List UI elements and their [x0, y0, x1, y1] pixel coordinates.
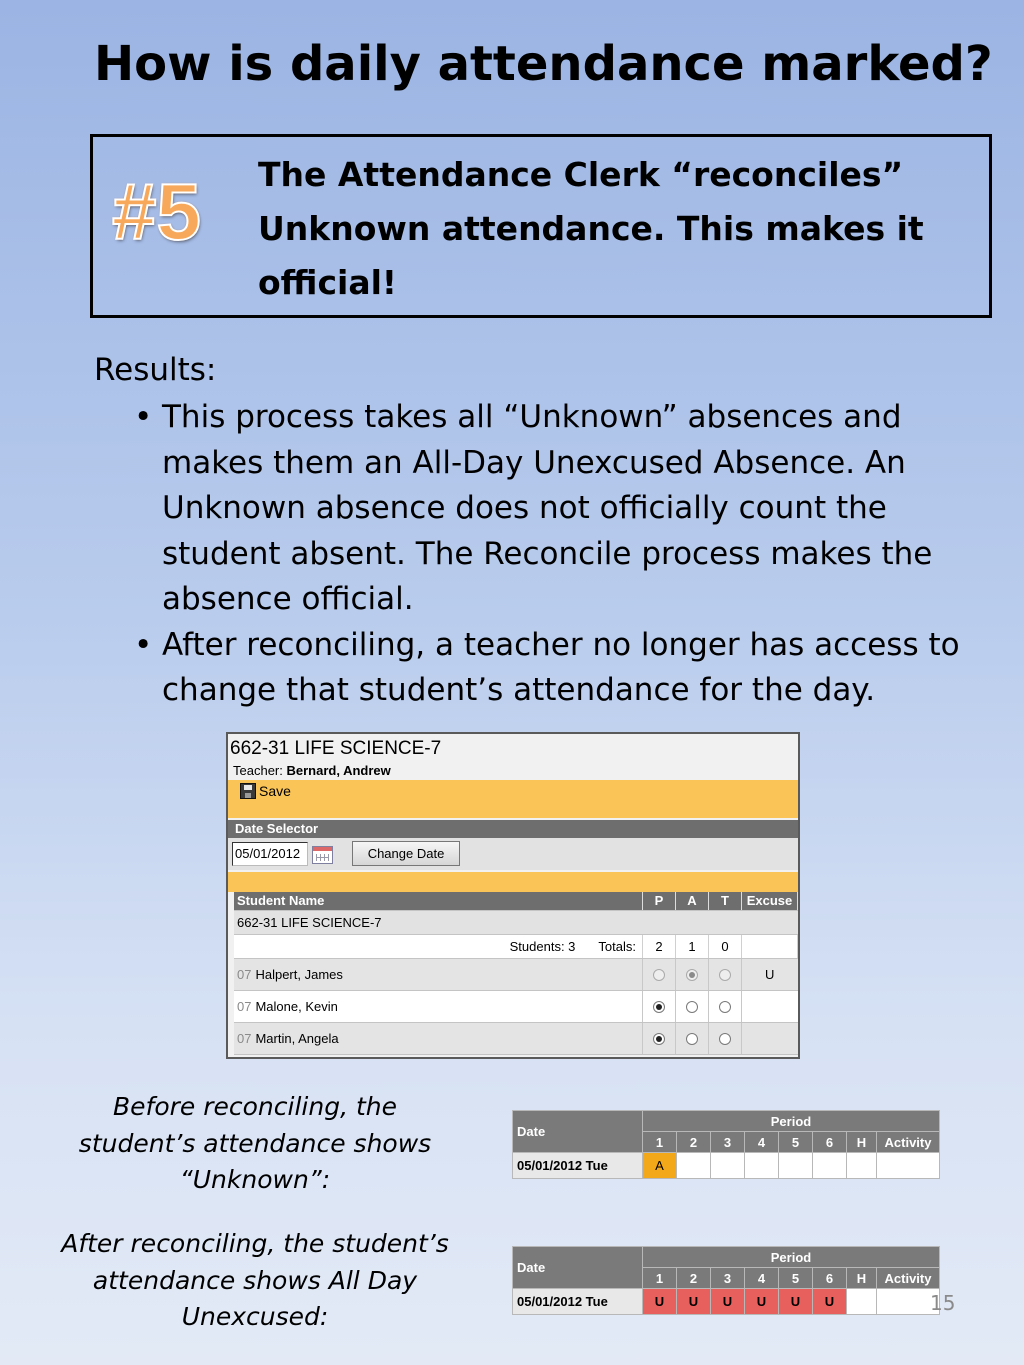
excuse-cell	[742, 990, 798, 1022]
save-disk-icon	[240, 783, 256, 799]
period-number-5: 5	[779, 1132, 813, 1153]
slide-title: How is daily attendance marked?	[94, 36, 993, 92]
period-number-6: 6	[813, 1268, 847, 1289]
period-code-cell: U	[643, 1289, 677, 1315]
period-values-row	[513, 1153, 940, 1179]
date-header: Date	[513, 1247, 643, 1289]
status-cell-a	[676, 990, 709, 1022]
toolbar	[228, 780, 798, 818]
change-date-button[interactable]: Change Date	[352, 841, 460, 866]
period-code-cell	[877, 1153, 940, 1179]
attendance-grid	[234, 892, 798, 1055]
page-number: 15	[930, 1291, 956, 1315]
save-label: Save	[259, 783, 291, 799]
callout-text: The Attendance Clerk “reconciles” Unknown attendance. This makes it official!	[258, 155, 924, 302]
status-cell-t	[709, 1022, 742, 1054]
student-name: Malone, Kevin	[255, 998, 338, 1014]
totals-row	[234, 934, 798, 958]
period-number-activity: Activity	[877, 1268, 940, 1289]
student-name: Halpert, James	[255, 966, 343, 982]
excuse-cell: U	[742, 958, 798, 990]
calendar-icon[interactable]	[312, 846, 333, 864]
period-number-3: 3	[711, 1132, 745, 1153]
student-row	[234, 1022, 798, 1054]
date-input[interactable]: 05/01/2012	[232, 842, 308, 866]
student-rows	[234, 958, 798, 1054]
period-code-cell	[847, 1289, 877, 1315]
radio-p	[653, 969, 665, 981]
save-button[interactable]	[240, 783, 291, 799]
period-table-header-row	[513, 1111, 940, 1132]
radio-a[interactable]	[686, 1033, 698, 1045]
status-cell-t	[709, 990, 742, 1022]
total-present: 2	[643, 934, 676, 958]
period-number-2: 2	[677, 1132, 711, 1153]
radio-a	[686, 969, 698, 981]
period-code-cell: U	[813, 1289, 847, 1315]
attendance-screen	[226, 732, 800, 1059]
totals-label-cell	[234, 934, 643, 958]
status-cell-p	[643, 958, 676, 990]
period-code-cell: U	[677, 1289, 711, 1315]
period-code-cell: U	[745, 1289, 779, 1315]
bullet-item	[134, 623, 994, 714]
student-grade: 07	[237, 966, 252, 982]
period-code-cell	[813, 1153, 847, 1179]
student-name: Martin, Angela	[255, 1030, 339, 1046]
student-row	[234, 958, 798, 990]
period-code-cell: U	[711, 1289, 745, 1315]
radio-t	[719, 969, 731, 981]
student-grade: 07	[237, 1030, 252, 1046]
period-number-4: 4	[745, 1268, 779, 1289]
student-row	[234, 990, 798, 1022]
results-label: Results:	[94, 352, 217, 388]
radio-a[interactable]	[686, 1001, 698, 1013]
step-number-badge: #5	[112, 167, 201, 256]
period-number-5: 5	[779, 1268, 813, 1289]
period-code-cell	[779, 1153, 813, 1179]
student-name-cell	[234, 958, 643, 990]
radio-t[interactable]	[719, 1033, 731, 1045]
period-number-3: 3	[711, 1268, 745, 1289]
total-tardy: 0	[709, 934, 742, 958]
period-number-1: 1	[643, 1132, 677, 1153]
students-count: Students: 3	[509, 938, 576, 954]
totals-label: Totals:	[598, 938, 636, 954]
header-excuse: Excuse	[742, 892, 798, 910]
status-cell-a	[676, 1022, 709, 1054]
teacher-line	[233, 763, 391, 778]
period-code-cell: U	[779, 1289, 813, 1315]
status-cell-p	[643, 1022, 676, 1054]
header-student-name: Student Name	[234, 892, 643, 910]
student-grade: 07	[237, 998, 252, 1014]
bullet-icon: •	[134, 626, 153, 663]
period-number-h: H	[847, 1268, 877, 1289]
period-code-cell: A	[643, 1153, 677, 1179]
period-number-6: 6	[813, 1132, 847, 1153]
bullet-text: This process takes all “Unknown” absences and makes them an All-Day Unexcused Absence. An Unknown absence does not officially count the student absent. The Reconcile process makes the absence official.	[162, 399, 933, 617]
bullet-icon: •	[134, 399, 153, 435]
date-value: 05/01/2012 Tue	[513, 1289, 643, 1315]
period-number-2: 2	[677, 1268, 711, 1289]
total-absent: 1	[676, 934, 709, 958]
period-code-cell	[711, 1153, 745, 1179]
period-number-activity: Activity	[877, 1132, 940, 1153]
period-code-cell	[677, 1153, 711, 1179]
bullet-item	[134, 395, 994, 623]
radio-p[interactable]	[653, 1033, 665, 1045]
status-cell-a	[676, 958, 709, 990]
excuse-cell	[742, 1022, 798, 1054]
period-code-cell	[745, 1153, 779, 1179]
period-code-cell	[847, 1153, 877, 1179]
radio-t[interactable]	[719, 1001, 731, 1013]
period-number-1: 1	[643, 1268, 677, 1289]
student-name-cell	[234, 990, 643, 1022]
header-absent: A	[676, 892, 709, 910]
period-header: Period	[643, 1111, 940, 1132]
teacher-name: Bernard, Andrew	[286, 763, 391, 778]
header-present: P	[643, 892, 676, 910]
course-row	[234, 910, 798, 934]
date-selector-header: Date Selector	[228, 820, 798, 838]
period-number-4: 4	[745, 1132, 779, 1153]
date-selector-row	[228, 838, 798, 870]
status-cell-t	[709, 958, 742, 990]
header-tardy: T	[709, 892, 742, 910]
course-title: 662-31 LIFE SCIENCE-7	[230, 738, 442, 759]
date-header: Date	[513, 1111, 643, 1153]
results-list	[134, 395, 994, 714]
period-values-row	[513, 1289, 940, 1315]
status-cell-p	[643, 990, 676, 1022]
teacher-label: Teacher:	[233, 763, 283, 778]
period-table-after	[512, 1246, 940, 1315]
caption-before: Before reconciling, the student’s attendance shows “Unknown”:	[78, 1092, 432, 1194]
section-divider	[228, 872, 798, 892]
period-number-h: H	[847, 1132, 877, 1153]
radio-p[interactable]	[653, 1001, 665, 1013]
bullet-text: After reconciling, a teacher no longer has access to change that student’s attendance for the day.	[162, 626, 960, 708]
course-row-label: 662-31 LIFE SCIENCE-7	[234, 910, 798, 934]
student-name-cell	[234, 1022, 643, 1054]
period-header: Period	[643, 1247, 940, 1268]
caption-after: After reconciling, the student’s attendance shows All Day Unexcused:	[61, 1229, 449, 1331]
date-value: 05/01/2012 Tue	[513, 1153, 643, 1179]
period-table-before	[512, 1110, 940, 1179]
grid-header-row	[234, 892, 798, 910]
period-table-header-row	[513, 1247, 940, 1268]
total-excuse	[742, 934, 798, 958]
